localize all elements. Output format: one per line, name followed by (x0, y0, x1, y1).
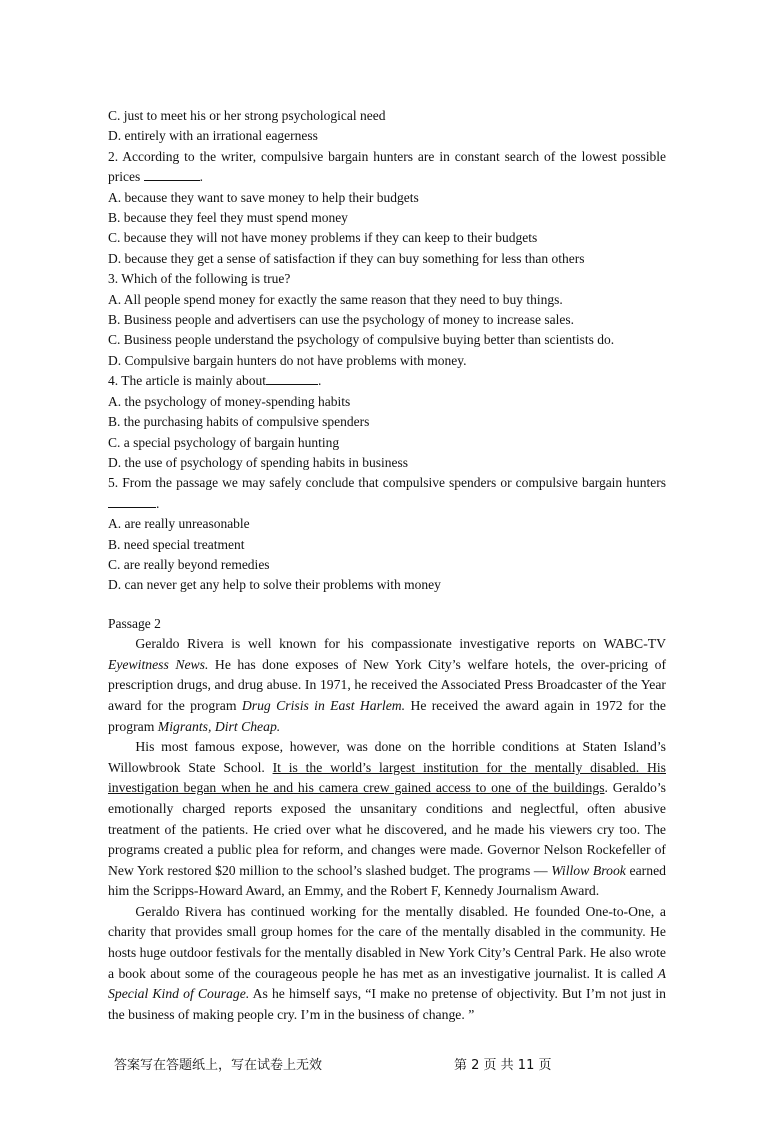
q5-option-b: B. need special treatment (108, 536, 245, 552)
q2-stem (108, 147, 666, 188)
q3-option-b: B. Business people and advertisers can use the psychology of money to increase sales. (108, 312, 575, 328)
q4-stem (108, 371, 666, 391)
passage-paragraph-2 (108, 737, 666, 902)
q1-option-c: C. just to meet his or her strong psychological need (108, 108, 386, 123)
q3-option-a: A. All people spend money for exactly the same reason that they need to buy things. (108, 291, 563, 307)
answer-blank (108, 495, 156, 508)
passage-paragraph-1 (108, 634, 666, 737)
q4-option-b: B. the purchasing habits of compulsive spenders (108, 414, 370, 430)
p2-text-e: earned him the Scripps-Howard Award, an Emmy, and the Robert F, Kennedy Journalism Award. (108, 862, 666, 899)
p3-text-a: Geraldo Rivera has continued working for the mentally disabled. He founded One-to-One, a charity that provides small group homes for the care of the mentally disabled in the community. He hosts huge outdoor festivals for the mentally disabled in New York City’s Central Park. He also wrote a book about some of the courageous people he has met as an investigative journalist. It is called (108, 903, 666, 981)
q2-stem-text: 2. According to the writer, compulsive bargain hunters are in constant search of the lowest possible prices (108, 148, 666, 185)
q4-stem-end: . (317, 373, 322, 389)
q5-option-a: A. are really unreasonable (108, 516, 250, 532)
q2-option-a: A. because they want to save money to help their budgets (108, 189, 419, 205)
passage-paragraph-3 (108, 902, 666, 1026)
spacer (108, 596, 666, 614)
p1-text-c: He has done exposes of New York City’s welfare hotels, the over-pricing of prescription drugs, and drug abuse. In 1971, he received the Associated Press Broadcaster of the Year award for the program (108, 656, 667, 713)
footer-page-number: 第 2 页 共 11 页 (454, 1058, 552, 1073)
p3-book-title: A Special Kind of Courage. (108, 965, 666, 1002)
q4-option-c: C. a special psychology of bargain hunting (108, 434, 340, 450)
answer-blank (266, 372, 318, 385)
answer-blank (144, 168, 200, 181)
q3-stem: 3. Which of the following is true? (108, 271, 291, 287)
p3-text-c: As he himself says, “I make no pretense of objectivity. But I’m not just in the business of making people cry. I’m in the business of change. ” (108, 986, 666, 1022)
footer-notice: 答案写在答题纸上，写在试卷上无效 (114, 1058, 323, 1073)
q3-option-d: D. Compulsive bargain hunters do not have problems with money. (108, 352, 467, 368)
p1-program-eyewitness: Eyewitness News. (108, 656, 209, 672)
p2-program-willow-brook: Willow Brook (551, 862, 626, 878)
q5-option-d: D. can never get any help to solve their problems with money (108, 577, 441, 593)
q4-stem-text: 4. The article is mainly about (108, 373, 266, 389)
q5-stem-end: . (156, 495, 160, 511)
p1-program-drug-crisis: Drug Crisis in East Harlem. (241, 697, 406, 713)
p1-program-migrants: Migrants, Dirt Cheap. (157, 718, 281, 734)
q4-option-a: A. the psychology of money-spending habits (108, 393, 351, 409)
q2-option-c: C. because they will not have money problems if they can keep to their budgets (108, 230, 538, 246)
q2-stem-end: . (199, 169, 203, 185)
passage-title: Passage 2 (108, 615, 161, 631)
p2-underlined-sentence: It is the world’s largest institution for the mentally disabled. His investigation began when he and his camera crew gained access to one of the buildings (108, 759, 666, 796)
p1-text-e: He received the award again in 1972 for the program (108, 697, 666, 734)
q4-option-d: D. the use of psychology of spending habits in business (108, 454, 408, 470)
p2-text-a: His most famous expose, however, was done on the horrible conditions at Staten Island’s Willowbrook State School. (108, 739, 666, 775)
page-content (108, 106, 666, 1025)
q5-stem (108, 473, 666, 514)
q2-option-b: B. because they feel they must spend money (108, 210, 348, 226)
p1-text-a: Geraldo Rivera is well known for his compassionate investigative reports on WABC-TV (135, 636, 666, 652)
q2-option-d: D. because they get a sense of satisfaction if they can buy something for less than others (108, 250, 585, 266)
page-footer (114, 1054, 584, 1074)
q5-option-c: C. are really beyond remedies (108, 556, 270, 572)
p2-text-c: . Geraldo’s emotionally charged reports exposed the unsanitary conditions and neglectful, often abusive treatment of the patients. He cried over what he discovered, and he made his viewers cry too. The programs created a public plea for reform, and changes were made. Governor Nelson Rockefeller of New York restored $20 million to the school’s slashed budget. The programs — (108, 780, 666, 878)
q1-option-d: D. entirely with an irrational eagerness (108, 128, 318, 144)
q3-option-c: C. Business people understand the psychology of compulsive buying better than scientists do. (108, 332, 615, 348)
q5-stem-text: 5. From the passage we may safely conclude that compulsive spenders or compulsive bargain hunters (108, 475, 666, 491)
